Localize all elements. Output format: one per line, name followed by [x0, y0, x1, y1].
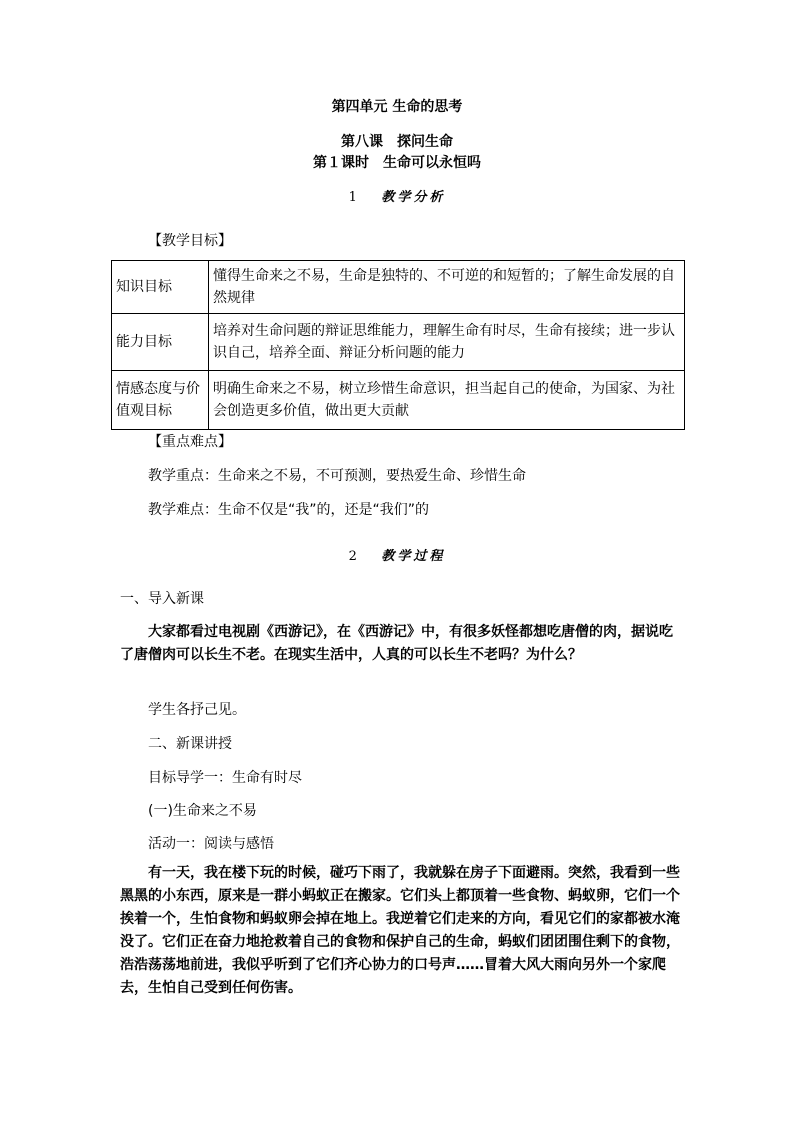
table-row	[112, 371, 685, 430]
section-heading-analysis	[0, 186, 794, 205]
new-lesson-heading: 二、新课讲授	[148, 736, 232, 752]
goal-key: 情感态度与价值观目标	[112, 371, 209, 430]
section-title: 教学过程	[381, 549, 446, 564]
goal-key: 知识目标	[112, 261, 209, 314]
table-row	[112, 261, 685, 314]
section-number: 2	[348, 549, 360, 564]
section-heading-process	[0, 545, 794, 564]
unit-title: 第四单元 生命的思考	[331, 99, 463, 115]
section-number: 1	[348, 190, 360, 205]
goal-value: 培养对生命问题的辩证思维能力，理解生命有时尽，生命有接续；进一步认识自己，培养全面、辩证分析问题的能力	[209, 314, 685, 371]
intro-paragraph: 大家都看过电视剧《西游记》，在《西游记》中，有很多妖怪都想吃唐僧的肉，据说吃了唐僧肉可以长生不老。在现实生活中，人真的可以长生不老吗？为什么？	[120, 624, 673, 663]
goal-value: 懂得生命来之不易，生命是独特的、不可逆的和短暂的；了解生命发展的自然规律	[209, 261, 685, 314]
story-paragraph: 有一天，我在楼下玩的时候，碰巧下雨了，我就躲在房子下面避雨。突然，我看到一些黑黑的小东西，原来是一群小蚂蚁正在搬家。它们头上都顶着一些食物、蚂蚁卵，它们一个挨着一个，生怕食物和蚂蚁卵会掉在地上。我逆着它们走来的方向，看见它们的家都被水淹没了。它们正在奋力地抢救着自己的食物和保护自己的生命，蚂蚁们团团围住剩下的食物，浩浩荡荡地前进，我似乎听到了它们齐心协力的口号声……冒着大风大雨向另外一个家爬去，生怕自己受到任何伤害。	[120, 865, 680, 996]
table-row	[112, 314, 685, 371]
lesson-title: 第八课 探问生命	[341, 134, 453, 150]
goal-value: 明确生命来之不易，树立珍惜生命意识，担当起自己的使命，为国家、为社会创造更多价值，做出更大贡献	[209, 371, 685, 430]
goal-guide-1: 目标导学一：生命有时尽	[148, 770, 302, 786]
teaching-focus: 教学重点：生命来之不易，不可预测，要热爱生命、珍惜生命	[148, 468, 526, 484]
student-reply: 学生各抒己见。	[148, 702, 246, 718]
intro-heading: 一、导入新课	[120, 591, 204, 607]
section-title: 教学分析	[381, 190, 446, 205]
key-points-heading: 【重点难点】	[148, 434, 232, 450]
goal-key: 能力目标	[112, 314, 209, 371]
goals-heading: 【教学目标】	[148, 233, 232, 249]
period-title: 第１课时 生命可以永恒吗	[313, 155, 481, 171]
goals-table	[111, 260, 685, 430]
activity-1: 活动一：阅读与感悟	[148, 836, 274, 852]
teaching-difficulty: 教学难点：生命不仅是“我”的，还是“我们”的	[148, 502, 430, 518]
subsection-1: (一)生命来之不易	[148, 803, 257, 819]
